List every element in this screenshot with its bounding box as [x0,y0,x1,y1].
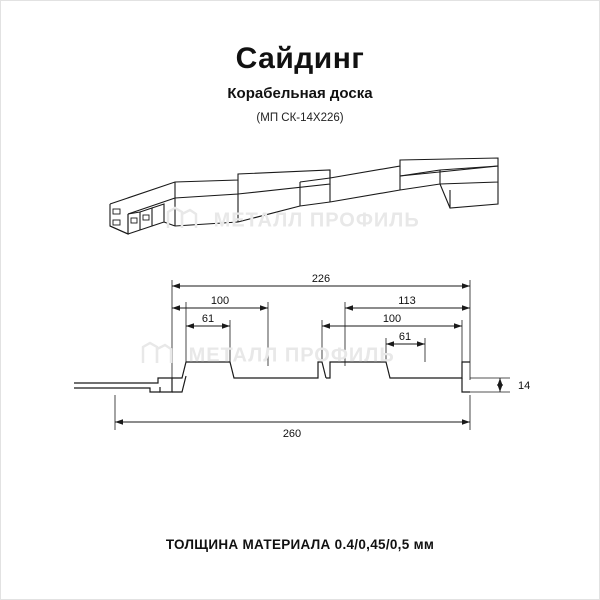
dimension-label-113: 113 [398,295,416,307]
technical-drawing [0,130,600,470]
page-title: Сайдинг [235,42,365,75]
dimension-label-61-left: 61 [201,313,215,325]
watermark-text-2: МЕТАЛЛ ПРОФИЛЬ [188,344,395,367]
dimension-label-260: 260 [282,428,302,440]
product-code: (МП СК-14Х226) [256,112,344,124]
dimension-label-100-right: 100 [382,313,402,325]
dimension-label-61-right: 61 [398,331,412,343]
watermark-text: МЕТАЛЛ ПРОФИЛЬ [213,209,420,232]
dimension-label-14: 14 [518,380,531,392]
dimension-label-100-left: 100 [210,295,230,307]
material-thickness-note: ТОЛЩИНА МАТЕРИАЛА 0.4/0,45/0,5 мм [165,537,435,552]
page-header [0,42,600,126]
product-subtitle: Корабельная доска [227,85,373,102]
dimension-label-226: 226 [311,273,331,285]
